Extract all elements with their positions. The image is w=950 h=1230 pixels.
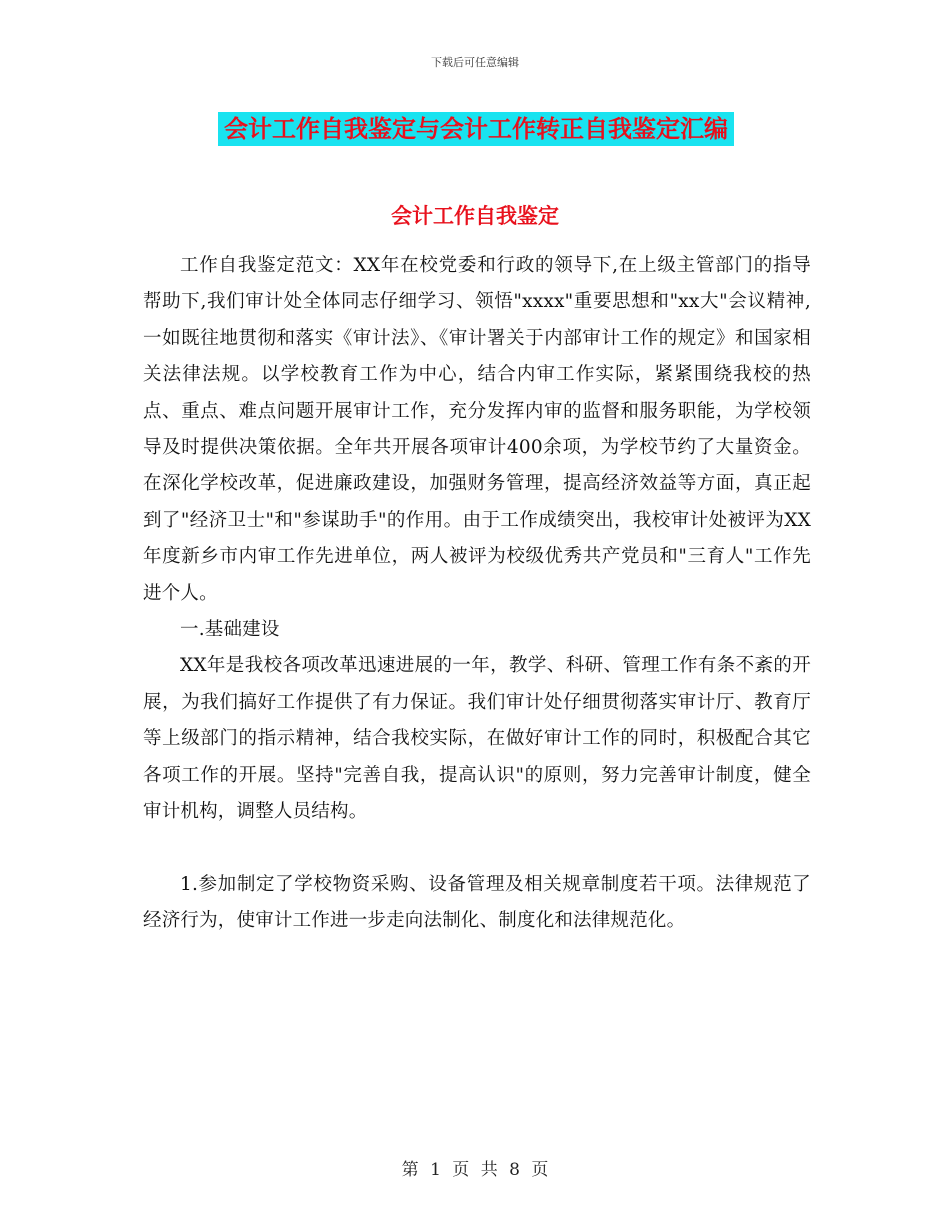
document-body	[143, 248, 811, 939]
document-title: 会计工作自我鉴定与会计工作转正自我鉴定汇编	[218, 112, 734, 146]
header-note: 下载后可任意编辑	[431, 56, 519, 69]
paragraph-basic-construction: XX年是我校各项改革迅速进展的一年，教学、科研、管理工作有条不紊的开展，为我们搞好工作提供了有力保证。我们审计处仔细贯彻落实审计厅、教育厅等上级部门的指示精神，结合我校实际，在做好审计工作的同时，积极配合其它各项工作的开展。坚持"完善自我，提高认识"的原则，努力完善审计制度，健全审计机构，调整人员结构。	[143, 655, 811, 823]
paragraph-intro: 工作自我鉴定范文：XX年在校党委和行政的领导下,在上级主管部门的指导帮助下,我们审计处全体同志仔细学习、领悟"xxxx"重要思想和"xx大"会议精神,一如既往地贯彻和落实《审计法》、《审计署关于内部审计工作的规定》和国家相关法律法规。以学校教育工作为中心，结合内审工作实际，紧紧围绕我校的热点、重点、难点问题开展审计工作，充分发挥内审的监督和服务职能，为学校领导及时提供决策依据。全年共开展各项审计400余项，为学校节约了大量资金。在深化学校改革，促进廉政建设，加强财务管理，提高经济效益等方面，真正起到了"经济卫士"和"参谋助手"的作用。由于工作成绩突出，我校审计处被评为XX年度新乡市内审工作先进单位，两人被评为校级优秀共产党员和"三育人"工作先进个人。	[143, 255, 811, 604]
heading-basic-construction: 一.基础建设	[180, 619, 280, 641]
paragraph-item-1: 1.参加制定了学校物资采购、设备管理及相关规章制度若干项。法律规范了经济行为，使审计工作进一步走向法制化、制度化和法律规范化。	[143, 873, 811, 931]
page-footer: 第 1 页 共 8 页	[401, 1160, 549, 1180]
section-title: 会计工作自我鉴定	[391, 203, 559, 228]
